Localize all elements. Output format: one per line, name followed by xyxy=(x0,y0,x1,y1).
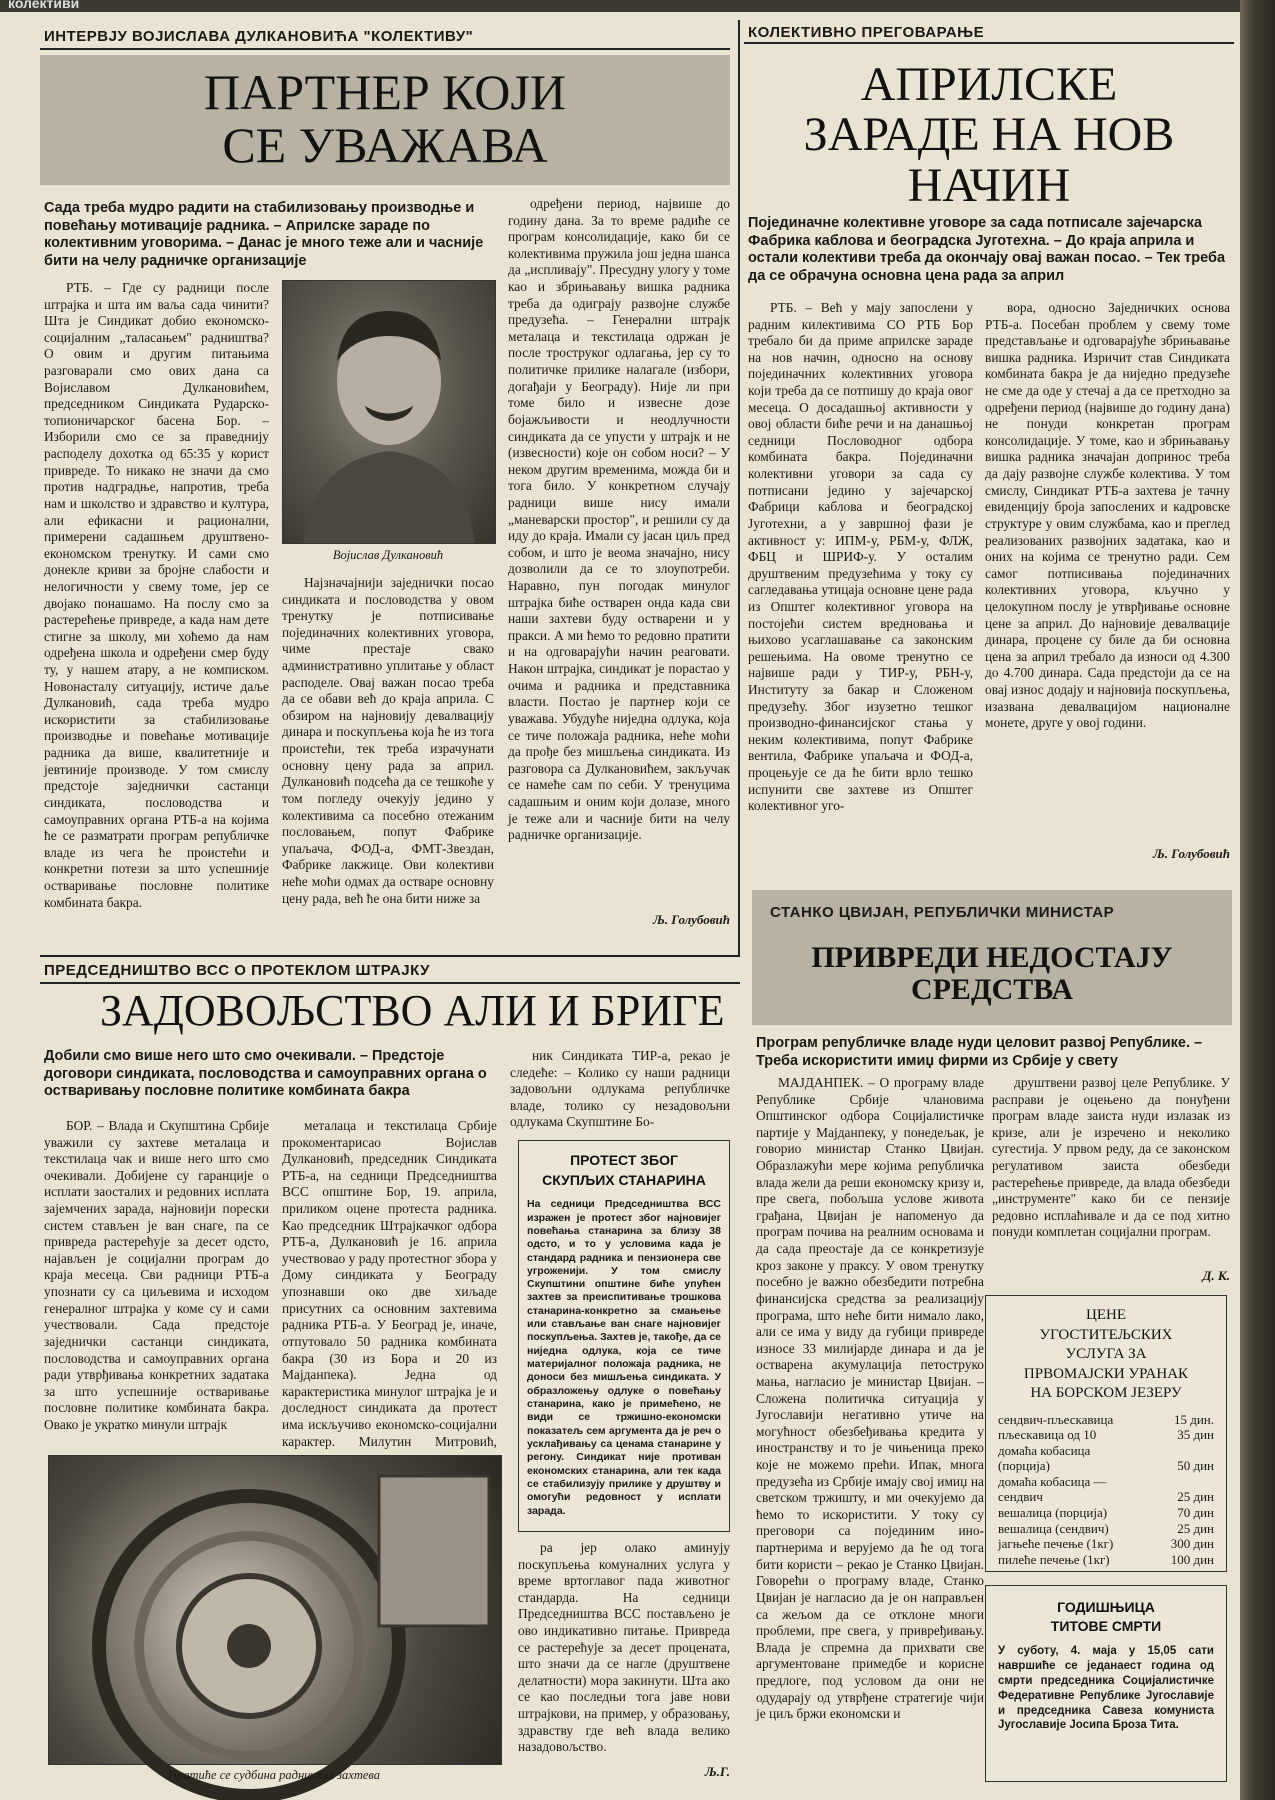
article1-signature: Љ. Голубовић xyxy=(652,912,730,927)
item-price: 25 дин xyxy=(1177,1489,1214,1505)
article2-kicker: КОЛЕКТИВНО ПРЕГОВАРАЊЕ xyxy=(748,24,985,41)
article-text: ра јер олако аминују поскупљења комуналних услуга у време вртоглавог пада животног стандарда. На седници Председништва ВСС постављено је ово индикативно питање. Привреда се растерећује за десет процената, што значи да се нагле (друштвене делатности) мора закинути. Шта ако се као последњи тога јаве нови штрајкови, на пример, у образовању, здравству где већ влада велико назадовољство. xyxy=(518,1540,730,1755)
price-row xyxy=(998,1427,1214,1443)
title-line: ТИТОВЕ СМРТИ xyxy=(1050,1617,1162,1634)
price-row xyxy=(998,1489,1214,1505)
photo-caption: Пратиће се судбина радничких захтева xyxy=(167,1768,381,1782)
article1-headline xyxy=(40,66,730,171)
divider xyxy=(40,982,740,984)
item-price: 35 дин xyxy=(1177,1427,1214,1443)
article4-signature: Д. К. xyxy=(1202,1268,1230,1283)
protest-box xyxy=(518,1140,730,1532)
article-text: Најзначајнији заједнички посао синдиката и пословодства у овом тренутку је потписивање појединачних колективних уговора, чиме престаје свако административно уплитање у област расподеле. Овај важан посао треба да се обави већ до краја априла. С обзиром на најновију девалвацију динара и поскупљења која ће из тога проистећи, тек треба израчунати основну цену рада за април. Дулкановић подсећа да се тешкоће у том погледу очекују једино у колективима са посебно отежаним пословањем, попут Фабрике упаљача, ФОД-а, ФМТ-Звездан, Фабрике лакжице. Ови колективи неће моћи одмах да остваре основну цену рада, већ ће она бити ниже за xyxy=(282,575,494,906)
article2-lead: Појединачне колективне уговоре за сада потписале зајечарска Фабрика каблова и београдска Југотехна. – До краја априла и остали колективи треба да окончају овај важан посао. – Тек треба да се обрачуна основна цена рада за април xyxy=(748,215,1226,285)
item-price: 100 дин xyxy=(1170,1551,1214,1567)
article3-col1 xyxy=(44,1118,269,1448)
title-line: ПРОТЕСТ ЗБОГ xyxy=(570,1152,678,1168)
item-name: пилеће печење (1кг) xyxy=(998,1551,1110,1567)
masthead-strip xyxy=(0,0,1240,12)
article3-col2 xyxy=(282,1118,497,1448)
item-name: домаћа кобасица xyxy=(998,1442,1091,1458)
article2-col1 xyxy=(748,300,973,955)
headline-line: ПРИВРЕДИ НЕДОСТАЈУ xyxy=(811,941,1173,974)
price-row xyxy=(998,1521,1214,1537)
headline-line: НАЧИН xyxy=(907,158,1071,212)
item-name: домаћа кобасица — xyxy=(998,1473,1107,1489)
title-line: ЦЕНЕ xyxy=(1086,1307,1126,1323)
article-text: металаца и текстилаца Србије прокоментарисао Војислав Дулкановић, председник Синдиката РТБ-а, на седници Председништва ВСС општине Бор, 19. априла, приликом оцене протеста радника. Као председник Штрајкачког одбора РТБ-а, Дулкановић је 16. априла учествовао у раду протестног збора у Дому синдиката у Београду упознавши око две хиљаде присутних са основним захтевима радника РТБ-а. У Београд је, иначе, отпутовало 50 радника комбината бакра (30 из Бора и 20 из Мајданпека). Једна од карактеристика минулог штрајка је и доследност синдиката да протест има искључиво економско-социјални карактер. Милутин Митровић, xyxy=(282,1118,497,1449)
item-name: вешалица (сендвич) xyxy=(998,1520,1109,1536)
page-edge xyxy=(1240,0,1275,1800)
column-divider xyxy=(738,20,740,955)
protest-title xyxy=(519,1151,729,1190)
photo-caption: Војислав Дулкановић xyxy=(332,548,444,562)
article4-headline xyxy=(752,942,1232,1005)
machinery-illustration xyxy=(49,1456,501,1764)
price-list-box xyxy=(985,1295,1227,1572)
item-price: 15 дин. xyxy=(1173,1411,1214,1427)
article-text: РТБ. – Где су радници после штрајка и шта им ваља сада чинити? Шта је Синдикат добио економско-социјалним „таласањем" радништва? О овим и другим питањима разговарали смо ових дана са Војиславом Дулкановићем, председником Синдиката Рударско-топионичарског басена Бор. – Изборили смо се за праведнију расподелу дохотка од 65:35 у корист привреде. То никако не значи да смо против надградње, напротив, треба нам и школство и здравство и култура, али ефикасни и рационални, примерени садашњем друштвено-економском тренутку. И сами смо донекле криви за бројне слабости и нелогичности у свему томе, јер се двојако понашамо. На послу смо за растерећење привреде, а када нам дете стигне за школу, ми хоћемо да нам одређена школа и одређени смер буду ту, у нашем атару, а не комписком. Новонасталу ситуацију, истиче даље Дулкановић, сада треба мудро искористити за стабилизовање производње и повећање мотивације радника да више, квалитетније и јевтиније производе. У том смислу предстоје заједнички састанци синдиката, пословодства и самоуправних органа РТБ-а на којима ће се разматрати програм републичке владе из чега ће проистећи и конкретни потези за што успешније остваривање пословне политике комбината бакра. xyxy=(44,280,269,910)
headline-line: ЗАРАДЕ НА НОВ xyxy=(803,108,1175,162)
divider xyxy=(744,42,1234,44)
divider xyxy=(40,48,730,50)
article1-kicker: ИНТЕРВЈУ ВОЈИСЛАВА ДУЛКАНОВИЋА "КОЛЕКТИВУ" xyxy=(44,28,474,45)
item-price: 300 дин xyxy=(1170,1536,1214,1552)
anniversary-title xyxy=(986,1598,1226,1636)
protest-text: На седници Председништва ВСС изражен је протест због најновијег повећања станарина за близу 38 одсто, и то у условима када је стандард радника и пензионера све угроженији. У том смислу Скупштини општине биће упућен захтев за преиспитивање трошкова станарина-конкретно за смањење или стављање ван снаге најновијег поскупљења. Захтев је, такође, да се ниједна одлука, која се тиче материјалног положаја радника, не доноси без мишљења синдиката. У образложењу одлуке о повећању станарина, како је примећено, не види се тржишно-економски показатељ сем аргумента да је реч о усклађивању са ценама станарине у регону. Синдикат није противан економских станарина, али тек када се стабилизују прилике у друштву и омогући редовност у исплати зарада. xyxy=(527,1198,721,1517)
article3-kicker: ПРЕДСЕДНИШТВО ВСС О ПРОТЕКЛОМ ШТРАЈКУ xyxy=(44,962,430,979)
article3-signature: Љ.Г. xyxy=(704,1764,730,1779)
interview-portrait-photo xyxy=(282,280,496,544)
portrait-illustration xyxy=(283,281,495,543)
title-line: УСЛУГА ЗА xyxy=(1065,1346,1147,1362)
item-name: (порција) xyxy=(998,1458,1050,1474)
price-box-title xyxy=(986,1306,1226,1404)
article1-col1 xyxy=(44,280,269,940)
title-line: ГОДИШЊИЦА xyxy=(1057,1599,1155,1615)
article-text: ник Синдиката ТИР-а, рекао је следеће: – Колико су наши радници задовољни одлукама републичке владе, толико су незадовољни одлукама Скупштине Бо- xyxy=(510,1048,730,1130)
article4-col2 xyxy=(992,1075,1230,1260)
article2-col2 xyxy=(985,300,1230,830)
price-list xyxy=(986,1404,1226,1568)
article3-lead: Добили смо више него што смо очекивали. – Предстоје договори синдиката, пословодства и самоуправних органа о остваривању пословне политике комбината бакра xyxy=(44,1048,487,1100)
price-row xyxy=(998,1458,1214,1474)
article1-col3 xyxy=(508,196,730,896)
article-text: МАЈДАНПЕК. – О програму владе Републике Србије члановима Општинског одбора Социјалистичке партије у Мајданпеку, у понедељак, је говорио министар Станко Цвијан. Образлажући мере којима републичка влада жели да реши економску кризу и, пре свега, побољша услове живота грађана, Цвијан је напоменуо да програм почива на реалним основама и да сада преостаје да се конкретизује кроз законе у праксу. У овом тренутку посебно је важно обезбедити потребна финансијска средства за реализацију програма, што неће бити нимало лако, али се има у виду да губици привреде износе 33 милијарде динара и да је остварена акумулација петоструко мања, нагласио је министар Цвијан. – Сложена политичка ситуација у Југославији негативно утиче на могућност обезбеђивања кредита у иностранству и то је чињеница преко које не можемо прећи. Ипак, многа предузећа из Србије имају свој имиџ на светском тржишту, и ми очекујемо да ћемо то искористити. У току су преговори са појединим ино-партнерима и верујемо да ће од тога бити користи – рекао је Станко Цвијан. Говорећи о програму владе, Станко Цвијан је нагласио да је он направљен са жељом да се отклоне многи проблеми, пре свега, у привређивању. Влада је спремна да прихвати све аргументоване примедбе и корисне предлоге, под условом да они не одударају од утврђене стратегије чији је циљ бржи економски и xyxy=(756,1075,984,1722)
article3-col3 xyxy=(510,1048,730,1128)
headline-line: СРЕДСТВА xyxy=(910,972,1074,1006)
price-row xyxy=(998,1536,1214,1552)
item-name: сендвич xyxy=(998,1489,1043,1505)
item-name: сендвич-пљескавица xyxy=(998,1411,1114,1427)
article-text: БОР. – Влада и Скупштина Србије уважили су захтеве металаца и текстилаца чак и више него што смо очекивали. Добијене су гаранције о исплати заосталих и редовних исплата зајемчених зарада, најновији порески систем стављен је ван снаге, па се привреда растерећује за десет одсто, најављен је социјални програм до краја месеца. Сви радници РТБ-а упознати су са циљевима и исходом генералног штрајка у коме су и сами учествовали. Сада предстоје заједнички састанци синдиката, пословодства и самоуправних органа ради утврђивања конкретних задатака за што успешније остваривање пословне политике комбината бакра. Овако је укратко минули штрајк xyxy=(44,1118,269,1432)
article-text: РТБ. – Већ у мају запослени у радним килективима СО РТБ Бор требало би да приме априлске зараде на нов начин, односно на основу појединачних колективних уговора који треба да се потпишу до краја овог месеца. О досадашњој активности у овој области биће речи и на данашњој седници Пословодног одбора комбината бакра. Појединачни колективни уговори за сада су потписани једино у зајечарској Фабрици каблова и београдској Југотехни, а у завршној фази је активност у: ИПМ-у, РБМ-у, ФЛЖ, ФБЦ и ШРИФ-у. У осталим друштвеним предузећима у току су сагледавања утицаја основне цене рада из Општег колективног уговора на постојећи систем вредновања и њихово усаглашавање са законским решењима. На овоме тренутно се највише ради у ТИР-у, РБН-у, Институту за бакар и Сложеном предузећу. Због изузетно тешког производно-финансијског стања у неким колективима, попут Фабрике вентила, Фабрике упаљача и ФОД-а, процењује се да ће бити врло тешко испунити све захтеве из Општег колективног уго- xyxy=(748,300,973,814)
article2-headline xyxy=(744,60,1234,211)
industrial-machinery-photo xyxy=(48,1455,502,1765)
article4-lead: Програм републичке владе нуди целовит развој Републике. – Треба искористити имиџ фирми из Србије у свету xyxy=(756,1035,1203,1069)
item-price: 70 дин xyxy=(1177,1505,1214,1521)
article4-col1 xyxy=(756,1075,984,1787)
article-text: одређени период, највише до годину дана. За то време радиће се програм консолидације, како би се колективима пружила још једна шанса да „испливаjу". Пресудну улогу у томе као и збрињавању вишка радника треба да одиграју развојне службе предузећа. – Генерални штрајк металаца и текстилаца одржан је после троструког одлагања, јер су то политичке прилике налагале (избори, догађаји у Београду). Није ли при томе било и извесне дозе бојажљивости и неодлучности синдиката да се упусти у штрајк и не (извесности) које он собом носи? – У неком другим временима, можда би и тога било. У конкретном случају радници више нису имали „маневарски простор", и решили су да иду до краја. Имали су јасан циљ пред собом, и што је веома значајно, нису дозволили да се то злоупотреби. Наравно, пун погодак минулог штрајка биће остварен онда када сви наши захтеви буду остварени и у пракси. А ми ћемо то редовно пратити и на одговарајући начин реаговати. Након штрајка, синдикат је порастао у очима и радника и представника власти. Постао је партнер који се уважава. Убудуће ниједна одлука, која се тиче положаја радника, неће моћи да прође без мишљења синдиката. Из разговора са Дулкановићем, закључак се намеће сам по себи. У тренуцима садашњим и оним који долазе, много је теже али и часније бити на челу радничке организације. xyxy=(508,196,730,843)
headline-line: ПАРТНЕР КОЈИ xyxy=(204,64,566,120)
price-row xyxy=(998,1552,1214,1568)
article3-headline: ЗАДОВОЉСТВО АЛИ И БРИГЕ xyxy=(100,986,725,1035)
article1-lead: Сада треба мудро радити на стабилизовању производње и повећању мотивације радника. – Априлске зараде по колективним уговорима. – Данас је много теже али и часније бити на челу радничке организације xyxy=(44,200,484,270)
item-price: 50 дин xyxy=(1177,1458,1214,1474)
price-row xyxy=(998,1443,1214,1459)
item-name: вешалица (порција) xyxy=(998,1505,1108,1521)
title-line: СКУПЉИХ СТАНАРИНА xyxy=(542,1171,706,1188)
article4-kicker: СТАНКО ЦВИЈАН, РЕПУБЛИЧКИ МИНИСТАР xyxy=(770,904,1115,921)
article3-col3b xyxy=(518,1540,730,1760)
price-row xyxy=(998,1412,1214,1428)
anniversary-text: У суботу, 4. маја у 15,05 сати навршиће се једанаест година од смрти председника Социјалистичке Федеративне Републике Југославије и председника Савеза комуниста Југославије Јосипа Броза Тита. xyxy=(998,1644,1214,1732)
price-row xyxy=(998,1474,1214,1490)
anniversary-box xyxy=(985,1585,1227,1782)
item-name: пљескавица од 10 xyxy=(998,1427,1097,1443)
price-row xyxy=(998,1505,1214,1521)
title-line: УГОСТИТЕЉСКИХ xyxy=(1039,1326,1173,1343)
article2-signature: Љ. Голубовић xyxy=(1152,846,1230,861)
article1-col2 xyxy=(282,575,494,940)
headline-line: АПРИЛСКЕ xyxy=(860,58,1118,111)
item-name: јагњеће печење (1кг) xyxy=(998,1536,1114,1552)
item-price: 25 дин xyxy=(1177,1520,1214,1536)
article-text: друштвени развој целе Републике. У расправи је оцењено да понуђени програм владе заиста нуди излазак из кризе, али је изречено и неколико сугестија. У првом реду, да се законском регулативом заиста обезбеди растерећење привреде, да влада обезбеди „инструменте" како би се пензије редовно исплаћивале и да се под хитно понуди комплетан социјални програм. xyxy=(992,1075,1230,1240)
divider xyxy=(40,955,740,957)
article-text: вора, односно Заједничких основа РТБ-а. Посебан проблем у свему томе представљање и одговарајуће збрињавање вишка радника. Изричит став Синдиката комбината бакра је да ниједно предузеће не сме да оде у стечај а да се претходно за одређени период (највише до годину дана) не понуди конкретан програм консолидације. У томе, као и збрињавању вишка радника значајан допринос треба да дају развојне службе колектива. У том смислу, Синдикат РТБ-а захтева је тачну евиденцију броја запослених и кадровске структуре у овим службама, као и преглед реализованих развојних задатака, као и оних на којима се тренутно ради. Сем самог потписивања појединачних колективних уговора, кључно у целокупном послу је утврђивање основне цене за април. До најновије девалвације динара, процене су биле да би основна цена за април требало да износи од 4.300 до 4.700 динара. Сада предстоји да се на овај износ додају и најновија поскупљења, изазвана девалвацијом националне монете, друге у овој години. xyxy=(985,300,1230,731)
title-line: НА БОРСКОМ ЈЕЗЕРУ xyxy=(1030,1385,1182,1401)
headline-line: СЕ УВАЖАВА xyxy=(222,116,548,173)
title-line: ПРВОМАЈСКИ УРАНАК xyxy=(1023,1365,1189,1382)
masthead-fragment: колективи xyxy=(8,0,80,11)
